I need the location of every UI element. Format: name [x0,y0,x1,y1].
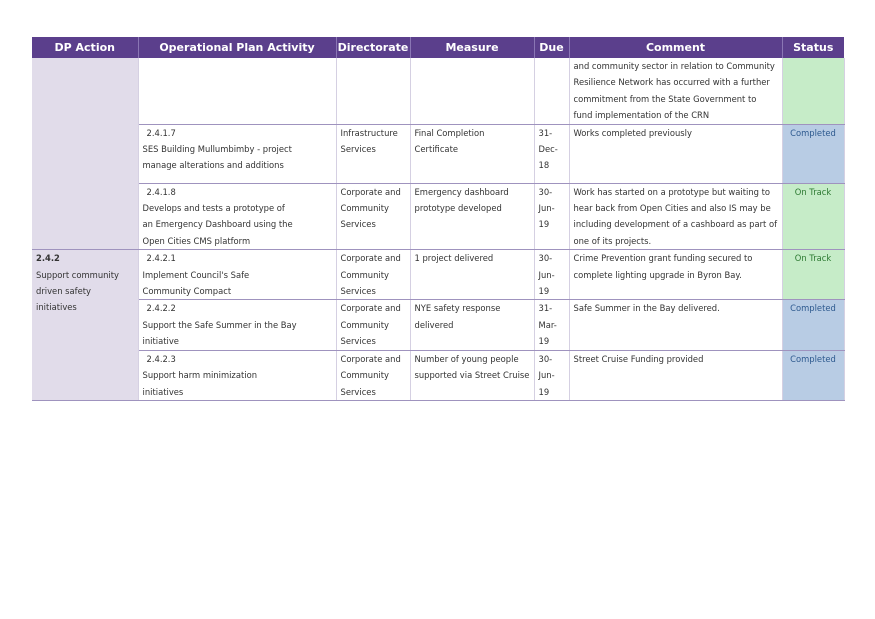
activity-cell [138,183,336,250]
activity-text: Support harm minimization initiatives [142,370,258,397]
comment-cell: Crime Prevention grant funding secured to complete lighting upgrade in Byron Bay. [569,250,782,300]
dp-action-title: Support community driven safety initiatives [36,269,119,313]
directorate-cell: Infrastructure Services [336,124,410,183]
activity-number: 2.4.2.3 [146,353,176,364]
header-activity: Operational Plan Activity [138,37,336,58]
comment-cell: Work has started on a prototype but waiting to hear back from Open Cities and also IS may be including development of a cashboard as part of one of its projects. [569,183,782,250]
dp-action-cell [32,250,138,401]
activity-cell [138,350,336,400]
comment-cell: Street Cruise Funding provided [569,350,782,400]
due-cell: 31-Mar-19 [534,300,569,350]
directorate-cell: Corporate and Community Services [336,350,410,400]
activity-number: 2.4.1.7 [146,127,176,138]
directorate-cell: Corporate and Community Services [336,250,410,300]
dp-action-cell [32,58,138,250]
activity-text: Develops and tests a prototype of an Emergency Dashboard using the Open Cities CMS platform [142,203,293,246]
activity-cell [138,250,336,300]
measure-cell [410,58,534,124]
status-badge: Completed [782,300,844,350]
directorate-cell: Corporate and Community Services [336,300,410,350]
due-cell: 30-Jun-19 [534,183,569,250]
table-row [32,350,844,400]
table-header-row [32,37,844,58]
activity-cell [138,124,336,183]
header-dp-action: DP Action [32,37,138,58]
activity-text: SES Building Mullumbimby - project manage alterations and additions [142,144,292,171]
operational-plan-table [32,37,845,401]
due-cell: 30-Jun-19 [534,350,569,400]
activity-text: Support the Safe Summer in the Bay initiative [142,319,297,347]
comment-cell: and community sector in relation to Community Resilience Network has occurred with a further commitment from the State Government to fund implementation of the CRN [569,58,782,124]
due-cell [534,58,569,124]
comment-cell: Works completed previously [569,124,782,183]
status-badge [782,58,844,124]
header-due: Due [534,37,569,58]
table-row [32,250,844,300]
table-row [32,58,844,124]
activity-number: 2.4.2.2 [146,303,176,314]
activity-cell [138,300,336,350]
header-comment: Comment [569,37,782,58]
measure-cell: Number of young people supported via Street Cruise [410,350,534,400]
header-measure: Measure [410,37,534,58]
table-row [32,124,844,183]
measure-cell: Final Completion Certificate [410,124,534,183]
table-row [32,300,844,350]
activity-number: 2.4.2.1 [146,253,176,264]
due-cell: 31-Dec-18 [534,124,569,183]
header-status: Status [782,37,844,58]
dp-action-code: 2.4.2 [36,253,60,264]
activity-cell [138,58,336,124]
measure-cell: NYE safety response delivered [410,300,534,350]
measure-cell: 1 project delivered [410,250,534,300]
status-badge: On Track [782,250,844,300]
status-badge: Completed [782,124,844,183]
status-badge: Completed [782,350,844,400]
due-cell: 30-Jun-19 [534,250,569,300]
directorate-cell [336,58,410,124]
table-row [32,183,844,250]
measure-cell: Emergency dashboard prototype developed [410,183,534,250]
comment-cell: Safe Summer in the Bay delivered. [569,300,782,350]
status-badge: On Track [782,183,844,250]
header-directorate: Directorate [336,37,410,58]
activity-number: 2.4.1.8 [146,186,176,197]
directorate-cell: Corporate and Community Services [336,183,410,250]
activity-text: Implement Council's Safe Community Compact [142,269,250,297]
